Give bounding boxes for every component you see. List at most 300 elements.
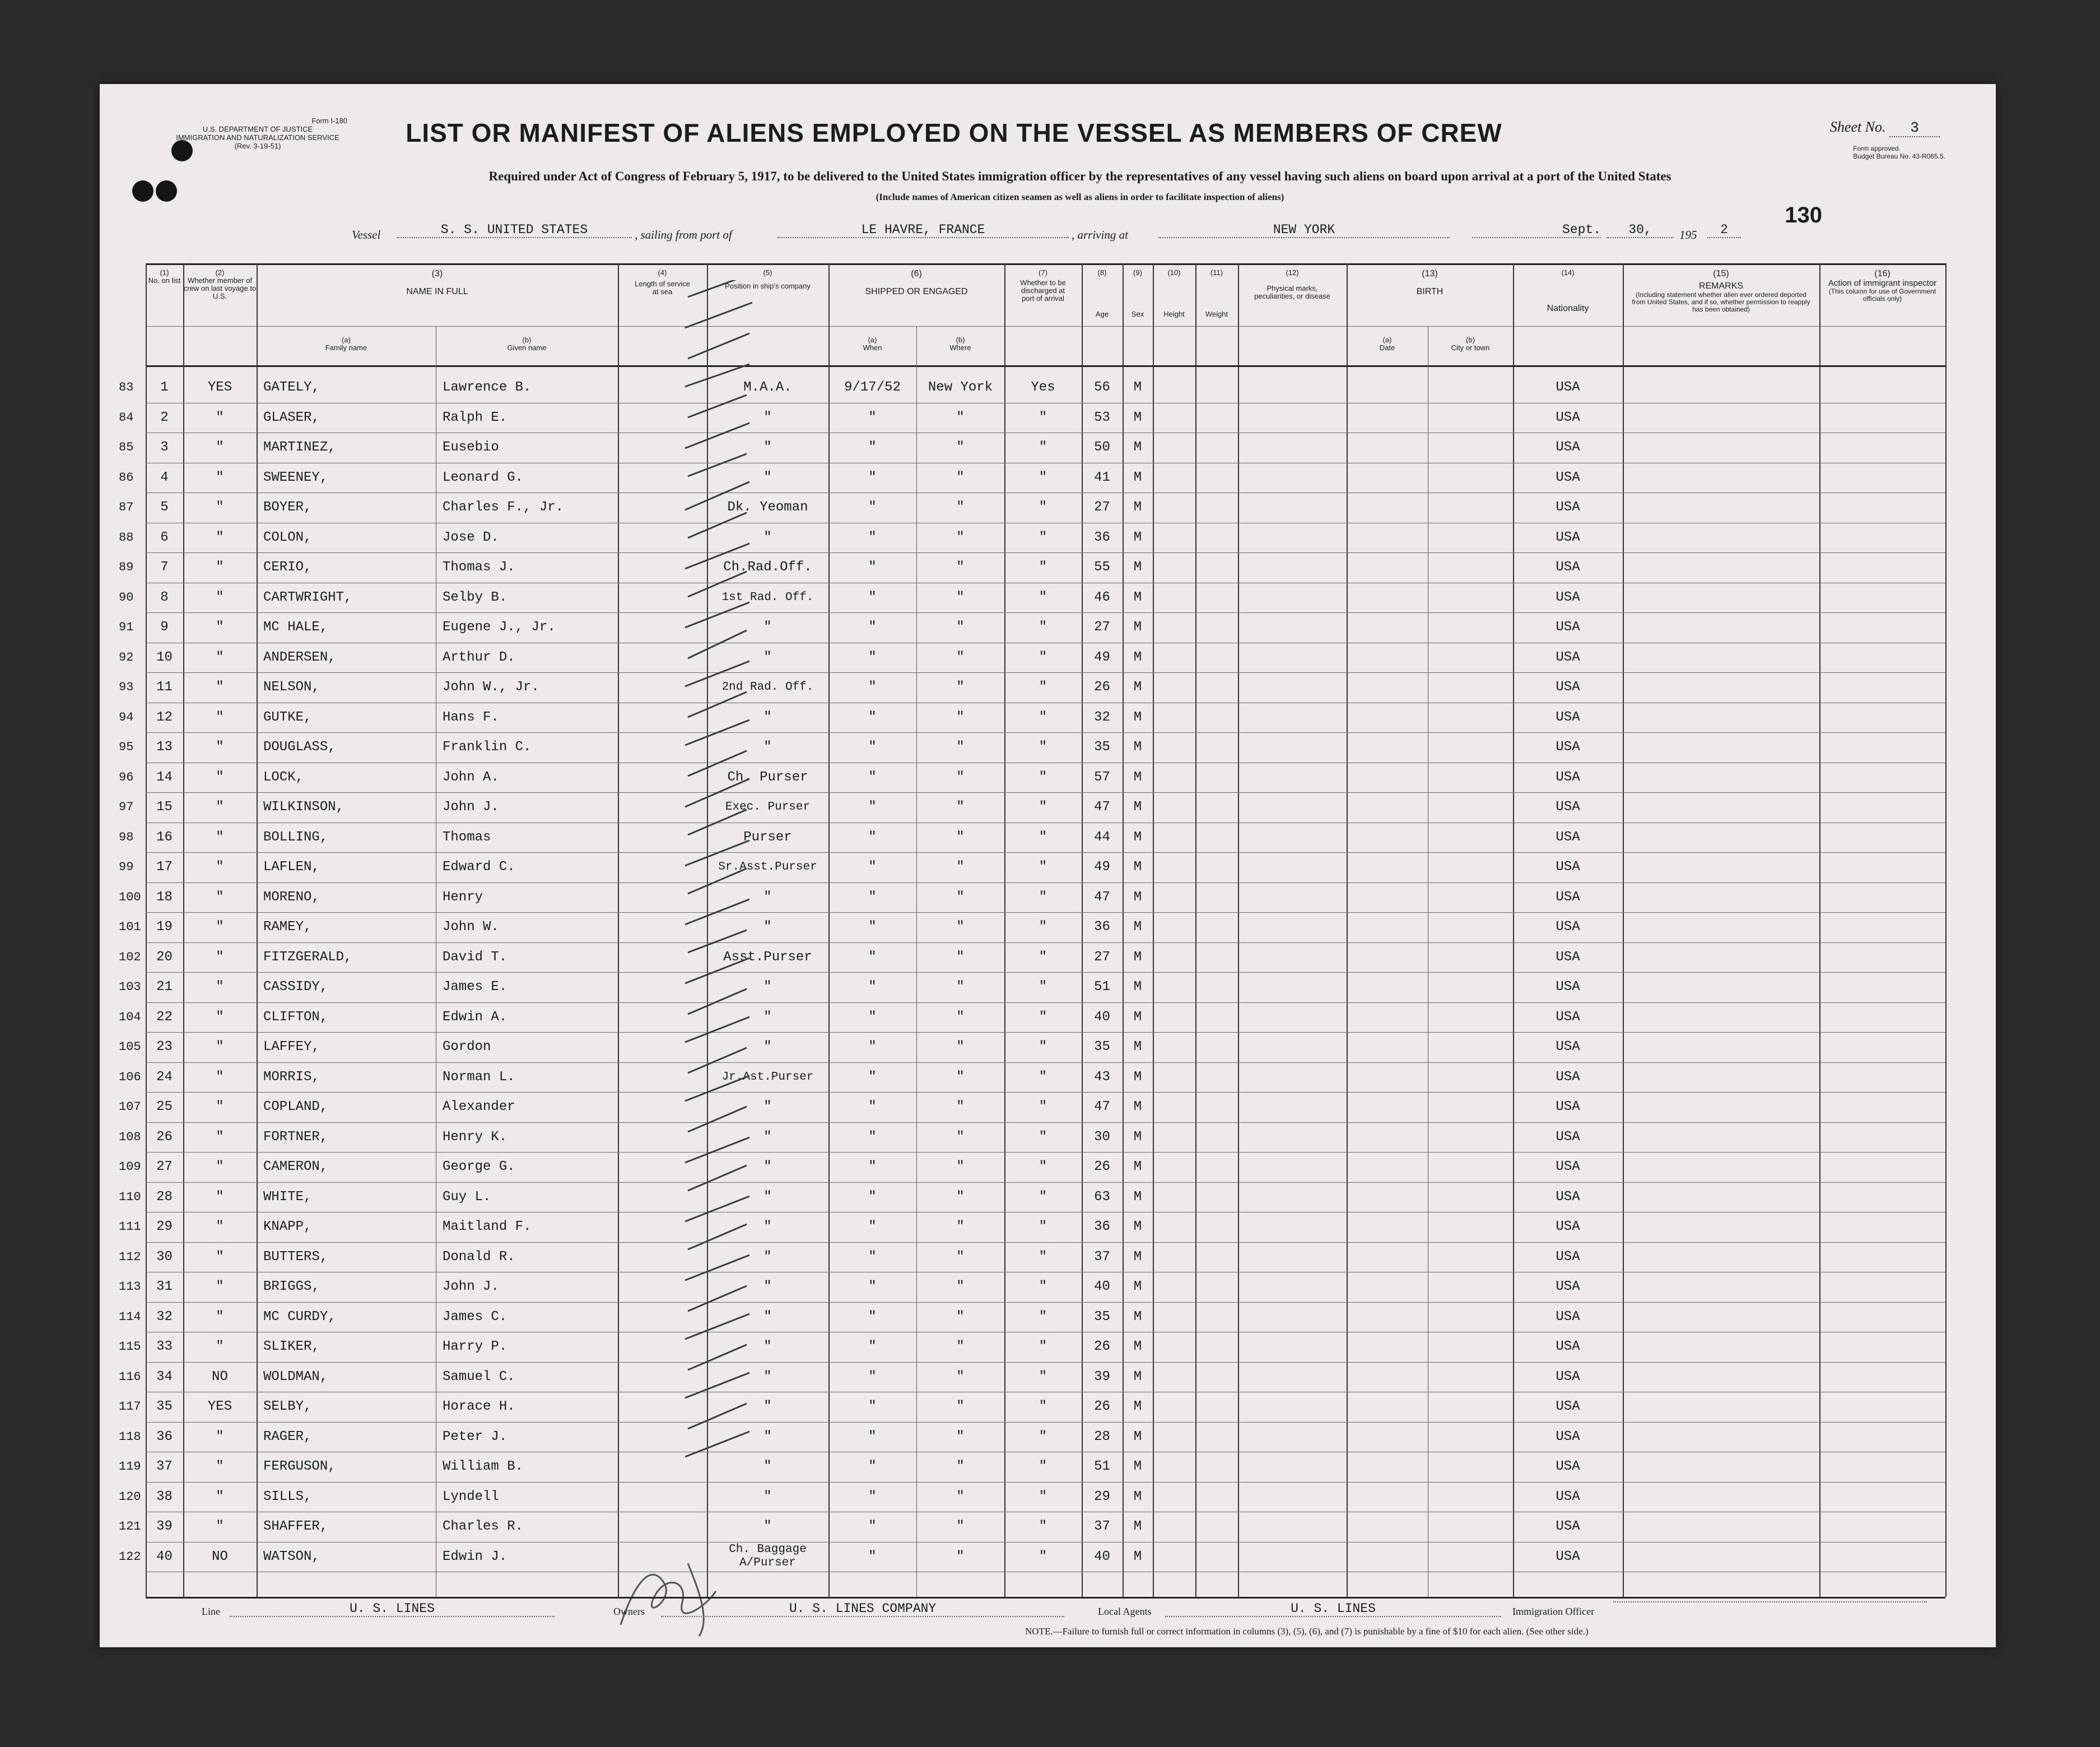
cell-nat: USA bbox=[1556, 500, 1580, 515]
col-number: (12) bbox=[1286, 268, 1299, 277]
col-number: (14) bbox=[1561, 268, 1575, 277]
cell-sex: M bbox=[1133, 919, 1142, 935]
cell-family: ANDERSEN, bbox=[263, 649, 336, 665]
cell-position: " bbox=[763, 1459, 772, 1474]
cell-no: 33 bbox=[156, 1339, 173, 1354]
punch-hole bbox=[132, 180, 153, 202]
row-divider bbox=[146, 672, 1945, 673]
col-number: (3) bbox=[431, 269, 443, 278]
cell-sex: M bbox=[1133, 1399, 1142, 1414]
cell-when: " bbox=[868, 1489, 877, 1504]
arriving-label: , arriving at bbox=[1072, 228, 1128, 241]
cell-nat: USA bbox=[1556, 949, 1580, 965]
cell-where: " bbox=[956, 829, 965, 845]
cell-where: " bbox=[956, 709, 965, 725]
cell-age: 36 bbox=[1094, 919, 1110, 935]
cell-position: " bbox=[763, 1309, 772, 1325]
cell-no: 25 bbox=[156, 1099, 173, 1114]
cell-age: 36 bbox=[1094, 1219, 1110, 1234]
cell-given: Guy L. bbox=[443, 1189, 491, 1205]
cell-disch: " bbox=[1039, 829, 1047, 845]
cell-given: Eugene J., Jr. bbox=[443, 620, 556, 635]
cell-nat: USA bbox=[1556, 1309, 1580, 1325]
col13b-header bbox=[1428, 336, 1513, 352]
cell-age: 51 bbox=[1094, 1459, 1110, 1474]
margin-number: 89 bbox=[119, 560, 134, 574]
cell-disch: " bbox=[1039, 1219, 1047, 1234]
cell-age: 27 bbox=[1094, 949, 1110, 965]
cell-nat: USA bbox=[1556, 1099, 1580, 1114]
cell-age: 26 bbox=[1094, 680, 1110, 695]
cell-disch: " bbox=[1039, 949, 1047, 965]
margin-number: 122 bbox=[119, 1549, 141, 1564]
cell-age: 51 bbox=[1094, 979, 1110, 995]
cell-given: John A. bbox=[443, 769, 499, 785]
margin-number: 109 bbox=[119, 1160, 141, 1174]
cell-nat: USA bbox=[1556, 620, 1580, 635]
owners-value: U. S. LINES COMPANY bbox=[661, 1601, 1064, 1617]
cell-no: 30 bbox=[156, 1249, 173, 1265]
cell-last: " bbox=[216, 1219, 224, 1234]
cell-last: " bbox=[216, 560, 224, 575]
cell-when: " bbox=[868, 410, 877, 425]
margin-number: 120 bbox=[119, 1489, 141, 1504]
margin-number: 121 bbox=[119, 1520, 141, 1534]
cell-last: " bbox=[216, 1069, 224, 1085]
cell-position: " bbox=[763, 1099, 772, 1114]
cell-age: 36 bbox=[1094, 529, 1110, 545]
vessel-label: Vessel bbox=[352, 228, 381, 241]
cell-position: Ch. Baggage A/Purser bbox=[729, 1542, 807, 1569]
col13a-header bbox=[1347, 336, 1428, 352]
col12-header bbox=[1238, 269, 1347, 308]
col-number: (1) bbox=[160, 268, 169, 277]
cell-age: 40 bbox=[1094, 1279, 1110, 1294]
cell-where: " bbox=[956, 1129, 965, 1145]
cell-no: 24 bbox=[156, 1069, 173, 1085]
cell-last: " bbox=[216, 529, 224, 545]
cell-last: " bbox=[216, 740, 224, 755]
cell-disch: " bbox=[1039, 800, 1047, 815]
cell-when: " bbox=[868, 1309, 877, 1325]
cell-no: 4 bbox=[160, 470, 169, 485]
cell-family: WOLDMAN, bbox=[263, 1369, 328, 1384]
cell-age: 44 bbox=[1094, 829, 1110, 845]
cell-nat: USA bbox=[1556, 1129, 1580, 1145]
cell-position: " bbox=[763, 529, 772, 545]
row-divider bbox=[146, 1362, 1945, 1363]
margin-number: 91 bbox=[119, 620, 134, 634]
cell-last: " bbox=[216, 680, 224, 695]
cell-when: " bbox=[868, 709, 877, 725]
cell-when: " bbox=[868, 1429, 877, 1444]
cell-last: " bbox=[216, 859, 224, 875]
cell-nat: USA bbox=[1556, 1399, 1580, 1414]
margin-number: 98 bbox=[119, 830, 134, 844]
margin-number: 102 bbox=[119, 950, 141, 964]
cell-age: 53 bbox=[1094, 410, 1110, 425]
cell-age: 49 bbox=[1094, 649, 1110, 665]
cell-no: 10 bbox=[156, 649, 173, 665]
cell-when: " bbox=[868, 589, 877, 605]
cell-position: " bbox=[763, 1219, 772, 1234]
cell-family: MORRIS, bbox=[263, 1069, 320, 1085]
margin-number: 87 bbox=[119, 500, 134, 514]
cell-last: " bbox=[216, 979, 224, 995]
cell-sex: M bbox=[1133, 1279, 1142, 1294]
cell-age: 32 bbox=[1094, 709, 1110, 725]
col16-header bbox=[1819, 269, 1945, 303]
col-number: (10) bbox=[1167, 268, 1181, 277]
cell-no: 14 bbox=[156, 769, 173, 785]
margin-number: 107 bbox=[119, 1100, 141, 1114]
cell-nat: USA bbox=[1556, 859, 1580, 875]
cell-nat: USA bbox=[1556, 1369, 1580, 1384]
cell-age: 40 bbox=[1094, 1009, 1110, 1025]
date-month: Sept. bbox=[1472, 222, 1601, 238]
cell-when: " bbox=[868, 1339, 877, 1354]
col-number: (8) bbox=[1097, 268, 1107, 277]
footer-note: NOTE.—Failure to furnish full or correct information in columns (3), (5), (6), and (7) is punishable by a fine of $10 for each alien. (See other side.) bbox=[1025, 1626, 1589, 1637]
row-divider bbox=[146, 792, 1945, 793]
cell-where: " bbox=[956, 949, 965, 965]
cell-age: 35 bbox=[1094, 1039, 1110, 1054]
cell-sex: M bbox=[1133, 1039, 1142, 1054]
cell-age: 35 bbox=[1094, 740, 1110, 755]
col-label: Weight bbox=[1205, 310, 1228, 318]
col-label: REMARKS bbox=[1698, 281, 1744, 291]
cell-disch: " bbox=[1039, 470, 1047, 485]
col-number: (13) bbox=[1422, 269, 1438, 278]
cell-when: 9/17/52 bbox=[844, 380, 901, 395]
cell-age: 35 bbox=[1094, 1309, 1110, 1325]
col-label: Age bbox=[1095, 310, 1109, 318]
line-label: Line bbox=[202, 1606, 220, 1617]
cell-family: GATELY, bbox=[263, 380, 320, 395]
row-divider bbox=[146, 1242, 1945, 1243]
cell-no: 18 bbox=[156, 889, 173, 905]
col-number: (7) bbox=[1039, 268, 1047, 277]
margin-number: 105 bbox=[119, 1040, 141, 1054]
cell-nat: USA bbox=[1556, 740, 1580, 755]
cell-when: " bbox=[868, 800, 877, 815]
manifest-sheet bbox=[100, 84, 1996, 1647]
cell-disch: " bbox=[1039, 1369, 1047, 1384]
cell-sex: M bbox=[1133, 1069, 1142, 1085]
cell-last: " bbox=[216, 1489, 224, 1504]
cell-last: " bbox=[216, 919, 224, 935]
cell-position: " bbox=[763, 1339, 772, 1354]
cell-last: " bbox=[216, 1129, 224, 1145]
cell-family: COLON, bbox=[263, 529, 312, 545]
cell-position: " bbox=[763, 1249, 772, 1265]
cell-last: " bbox=[216, 800, 224, 815]
cell-age: 47 bbox=[1094, 800, 1110, 815]
cell-age: 63 bbox=[1094, 1189, 1110, 1205]
cell-given: Maitland F. bbox=[443, 1219, 532, 1234]
cell-given: Leonard G. bbox=[443, 470, 524, 485]
margin-number: 88 bbox=[119, 530, 134, 545]
cell-disch: " bbox=[1039, 1309, 1047, 1325]
cell-age: 55 bbox=[1094, 560, 1110, 575]
cell-age: 46 bbox=[1094, 589, 1110, 605]
port-from: LE HAVRE, FRANCE bbox=[777, 222, 1069, 238]
cell-family: CARTWRIGHT, bbox=[263, 589, 352, 605]
cell-nat: USA bbox=[1556, 1219, 1580, 1234]
crew-table bbox=[119, 263, 1945, 1597]
cell-last: " bbox=[216, 1339, 224, 1354]
cell-family: MORENO, bbox=[263, 889, 320, 905]
cell-no: 7 bbox=[160, 560, 169, 575]
cell-last: " bbox=[216, 1039, 224, 1054]
col-label: Whether member of crew on last voyage to U.S. bbox=[183, 276, 257, 300]
cell-when: " bbox=[868, 1039, 877, 1054]
cell-no: 39 bbox=[156, 1519, 173, 1534]
cell-nat: USA bbox=[1556, 1279, 1580, 1294]
cell-disch: " bbox=[1039, 1069, 1047, 1085]
cell-age: 27 bbox=[1094, 620, 1110, 635]
cell-last: " bbox=[216, 1249, 224, 1265]
cell-position: Dk. Yeoman bbox=[727, 500, 808, 515]
col-number: (5) bbox=[763, 268, 772, 277]
cell-last: " bbox=[216, 589, 224, 605]
col3-header bbox=[257, 269, 618, 297]
cell-position: " bbox=[763, 1429, 772, 1444]
cell-last: YES bbox=[207, 380, 232, 395]
cell-last: " bbox=[216, 889, 224, 905]
cell-disch: " bbox=[1039, 1009, 1047, 1025]
cell-sex: M bbox=[1133, 979, 1142, 995]
margin-number: 86 bbox=[119, 470, 134, 485]
cell-age: 29 bbox=[1094, 1489, 1110, 1504]
cell-age: 47 bbox=[1094, 1099, 1110, 1114]
cell-given: David T. bbox=[443, 949, 507, 965]
form-identification bbox=[146, 117, 370, 150]
cell-when: " bbox=[868, 829, 877, 845]
cell-family: GLASER, bbox=[263, 410, 320, 425]
cell-given: Edwin A. bbox=[443, 1009, 507, 1025]
col-number: (16) bbox=[1874, 269, 1891, 278]
cell-last: " bbox=[216, 1009, 224, 1025]
cell-given: Samuel C. bbox=[443, 1369, 515, 1384]
cell-disch: " bbox=[1039, 560, 1047, 575]
cell-when: " bbox=[868, 1069, 877, 1085]
cell-family: MC CURDY, bbox=[263, 1309, 336, 1325]
cell-nat: USA bbox=[1556, 1189, 1580, 1205]
cell-disch: " bbox=[1039, 410, 1047, 425]
cell-no: 37 bbox=[156, 1459, 173, 1474]
cell-age: 26 bbox=[1094, 1399, 1110, 1414]
cell-family: MC HALE, bbox=[263, 620, 328, 635]
cell-given: Gordon bbox=[443, 1039, 491, 1054]
cell-family: CASSIDY, bbox=[263, 979, 328, 995]
margin-number: 112 bbox=[119, 1249, 141, 1264]
cell-age: 50 bbox=[1094, 440, 1110, 455]
cell-when: " bbox=[868, 1249, 877, 1265]
cell-family: BOLLING, bbox=[263, 829, 328, 845]
col-number: (2) bbox=[215, 268, 225, 277]
cell-given: John W., Jr. bbox=[443, 680, 539, 695]
cell-sex: M bbox=[1133, 1099, 1142, 1114]
col-number: (4) bbox=[658, 268, 667, 277]
cell-sex: M bbox=[1133, 589, 1142, 605]
cell-last: " bbox=[216, 1189, 224, 1205]
col10-header bbox=[1153, 269, 1195, 318]
cell-when: " bbox=[868, 1219, 877, 1234]
cell-age: 40 bbox=[1094, 1549, 1110, 1564]
cell-where: " bbox=[956, 1339, 965, 1354]
cell-no: 21 bbox=[156, 979, 173, 995]
cell-nat: USA bbox=[1556, 410, 1580, 425]
margin-number: 104 bbox=[119, 1010, 141, 1024]
cell-disch: Yes bbox=[1031, 380, 1055, 395]
col-label: Physical marks, peculiarities, or disease bbox=[1254, 284, 1330, 300]
col8-header bbox=[1082, 269, 1123, 318]
col-number: (6) bbox=[911, 269, 922, 278]
cell-when: " bbox=[868, 680, 877, 695]
cell-age: 41 bbox=[1094, 470, 1110, 485]
cell-family: DOUGLASS, bbox=[263, 740, 336, 755]
cell-where: " bbox=[956, 1219, 965, 1234]
cell-family: KNAPP, bbox=[263, 1219, 312, 1234]
cell-nat: USA bbox=[1556, 1159, 1580, 1174]
cell-last: " bbox=[216, 1309, 224, 1325]
cell-when: " bbox=[868, 889, 877, 905]
cell-sex: M bbox=[1133, 1519, 1142, 1534]
officer-value bbox=[1613, 1601, 1927, 1602]
cell-disch: " bbox=[1039, 649, 1047, 665]
row-divider bbox=[146, 1182, 1945, 1183]
cell-when: " bbox=[868, 859, 877, 875]
cell-disch: " bbox=[1039, 1459, 1047, 1474]
col9-header bbox=[1123, 269, 1153, 318]
cell-disch: " bbox=[1039, 1489, 1047, 1504]
col-number: (15) bbox=[1713, 269, 1729, 278]
cell-family: CAMERON, bbox=[263, 1159, 328, 1174]
vessel-name: S. S. UNITED STATES bbox=[397, 222, 632, 238]
cell-given: Peter J. bbox=[443, 1429, 507, 1444]
cell-sex: M bbox=[1133, 1249, 1142, 1265]
col-number: (b) bbox=[956, 336, 965, 344]
margin-number: 117 bbox=[119, 1400, 141, 1414]
cell-no: 17 bbox=[156, 859, 173, 875]
cell-given: George G. bbox=[443, 1159, 515, 1174]
cell-sex: M bbox=[1133, 709, 1142, 725]
cell-nat: USA bbox=[1556, 1069, 1580, 1085]
col-number: (a) bbox=[868, 336, 877, 344]
margin-number: 84 bbox=[119, 410, 134, 425]
cell-given: Norman L. bbox=[443, 1069, 515, 1085]
cell-position: 2nd Rad. Off. bbox=[721, 681, 814, 694]
cell-no: 5 bbox=[160, 500, 169, 515]
sheet-number-label: Sheet No. bbox=[1829, 119, 1886, 135]
cell-disch: " bbox=[1039, 529, 1047, 545]
cell-given: James C. bbox=[443, 1309, 507, 1325]
cell-no: 26 bbox=[156, 1129, 173, 1145]
cell-when: " bbox=[868, 1129, 877, 1145]
cell-where: " bbox=[956, 1429, 965, 1444]
cell-disch: " bbox=[1039, 1429, 1047, 1444]
date-day: 30, bbox=[1607, 222, 1674, 238]
sailing-label: , sailing from port of bbox=[635, 228, 732, 241]
cell-nat: USA bbox=[1556, 1039, 1580, 1054]
cell-nat: USA bbox=[1556, 1549, 1580, 1564]
cell-sex: M bbox=[1133, 829, 1142, 845]
row-divider bbox=[146, 912, 1945, 913]
cell-given: Charles R. bbox=[443, 1519, 524, 1534]
cell-age: 26 bbox=[1094, 1339, 1110, 1354]
cell-position: Sr.Asst.Purser bbox=[718, 861, 817, 874]
row-divider bbox=[146, 1122, 1945, 1123]
cell-nat: USA bbox=[1556, 1339, 1580, 1354]
row-divider bbox=[146, 882, 1945, 883]
cell-last: " bbox=[216, 1429, 224, 1444]
row-divider bbox=[146, 1002, 1945, 1003]
stamped-number: 130 bbox=[1785, 203, 1822, 227]
cell-where: " bbox=[956, 440, 965, 455]
cell-nat: USA bbox=[1556, 889, 1580, 905]
margin-number: 115 bbox=[119, 1340, 141, 1354]
cell-family: NELSON, bbox=[263, 680, 320, 695]
cell-last: " bbox=[216, 1159, 224, 1174]
col-label: BIRTH bbox=[1416, 287, 1444, 296]
cell-when: " bbox=[868, 560, 877, 575]
cell-when: " bbox=[868, 949, 877, 965]
cell-no: 32 bbox=[156, 1309, 173, 1325]
cell-last: " bbox=[216, 1099, 224, 1114]
cell-position: " bbox=[763, 1519, 772, 1534]
cell-position: " bbox=[763, 1039, 772, 1054]
col-label: NAME IN FULL bbox=[406, 287, 468, 296]
col-label: Given name bbox=[507, 343, 547, 352]
cell-where: " bbox=[956, 859, 965, 875]
cell-where: " bbox=[956, 1249, 965, 1265]
col3b-header bbox=[436, 336, 618, 352]
agents-label: Local Agents bbox=[1098, 1606, 1152, 1617]
cell-no: 6 bbox=[160, 529, 169, 545]
cell-given: Franklin C. bbox=[443, 740, 532, 755]
cell-family: LAFLEN, bbox=[263, 859, 320, 875]
cell-disch: " bbox=[1039, 1279, 1047, 1294]
col-label: Height bbox=[1163, 310, 1185, 318]
cell-position: Jr.Ast.Purser bbox=[721, 1070, 814, 1084]
cell-no: 19 bbox=[156, 919, 173, 935]
margin-number: 92 bbox=[119, 650, 134, 665]
cell-position: " bbox=[763, 1399, 772, 1414]
cell-sex: M bbox=[1133, 1159, 1142, 1174]
cell-sex: M bbox=[1133, 1489, 1142, 1504]
cell-where: " bbox=[956, 649, 965, 665]
margin-number: 96 bbox=[119, 770, 134, 784]
cell-no: 27 bbox=[156, 1159, 173, 1174]
cell-sex: M bbox=[1133, 500, 1142, 515]
cell-sex: M bbox=[1133, 1129, 1142, 1145]
margin-number: 103 bbox=[119, 980, 141, 994]
row-divider bbox=[146, 972, 1945, 973]
cell-family: FITZGERALD, bbox=[263, 949, 352, 965]
cell-where: " bbox=[956, 500, 965, 515]
col14-header bbox=[1513, 269, 1623, 313]
page-title: LIST OR MANIFEST OF ALIENS EMPLOYED ON THE VESSEL AS MEMBERS OF CREW bbox=[406, 118, 1502, 147]
col-label: SHIPPED OR ENGAGED bbox=[865, 287, 968, 296]
cell-no: 16 bbox=[156, 829, 173, 845]
cell-position: " bbox=[763, 979, 772, 995]
cell-position: " bbox=[763, 1009, 772, 1025]
cell-sex: M bbox=[1133, 1009, 1142, 1025]
cell-given: Eusebio bbox=[443, 440, 499, 455]
cell-position: " bbox=[763, 1189, 772, 1205]
cell-given: Edwin J. bbox=[443, 1549, 507, 1564]
